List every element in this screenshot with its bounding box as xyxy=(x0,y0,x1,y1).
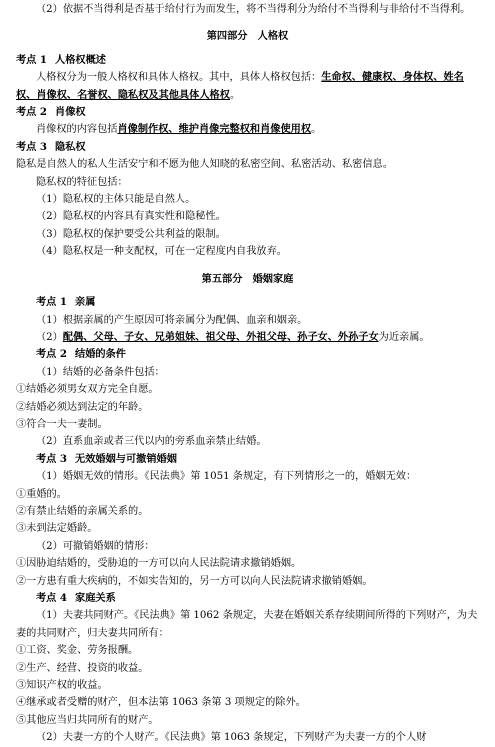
section-title: 肖像权 xyxy=(55,106,86,119)
section-title: 人格权概述 xyxy=(55,53,106,66)
list-item: ①重婚的。 xyxy=(16,488,67,500)
list-item: ③知识产权的收益。 xyxy=(16,680,108,692)
list-item: （1）夫妻共同财产。《民法典》第 1062 条规定，夫妻在婚姻关系存续期间所得的下列财产，为夫妻的共同财产，归夫妻共同所有： xyxy=(16,610,478,639)
section-title: 无效婚姻与可撤销婚姻 xyxy=(75,452,177,465)
list-item: ②有禁止结婚的亲属关系的。 xyxy=(16,505,149,517)
portrait-right-paragraph xyxy=(16,121,479,138)
list-item: （4）隐私权是一种支配权，可在一定程度内自我放弃。 xyxy=(36,246,287,258)
section-number: 考点 2 xyxy=(16,106,48,119)
underlined-text: 肖像制作权、维护肖像完整权和肖像使用权 xyxy=(117,123,312,136)
underlined-text: 配偶、父母、子女、兄弟姐妹、祖父母、外祖父母、孙子女、外孙子女 xyxy=(62,330,379,343)
list-item: ①结婚必须男女双方完全自愿。 xyxy=(16,384,159,396)
list-item: ③未到法定婚龄。 xyxy=(16,523,98,535)
list-item: ②结婚必须达到法定的年龄。 xyxy=(16,401,149,413)
list-item: ②生产、经营、投资的收益。 xyxy=(16,662,149,674)
section-number: 考点 2 xyxy=(36,348,68,361)
unjust-enrichment-paragraph: （2）依据不当得利是否基于给付行为而发生，将不当得利分为给付不当得利与非给付不当得利。 xyxy=(36,4,471,15)
list-item: （3）隐私权的保护要受公共利益的限制。 xyxy=(36,228,226,240)
text-span: 。 xyxy=(229,89,241,101)
list-item: （2）夫妻一方的个人财产。《民法典》第 1063 条规定，下列财产为夫妻一方的个人财 xyxy=(36,732,427,744)
list-item: （1）隐私权的主体只能是自然人。 xyxy=(36,194,196,206)
section-heading-privacy-right xyxy=(16,139,479,156)
list-item: ②一方患有重大疾病的，不如实告知的，另一方可以向人民法院请求撤销婚姻。 xyxy=(16,575,373,587)
section-number: 考点 3 xyxy=(16,140,48,153)
text-span: 为近亲属。 xyxy=(378,331,430,343)
part-five-heading: 第五部分 婚姻家庭 xyxy=(201,272,294,285)
list-item: （1）结婚的必备条件包括： xyxy=(36,366,165,378)
part-four-heading: 第四部分 人格权 xyxy=(206,30,289,43)
section-heading-portrait-right xyxy=(16,104,479,121)
personality-rights-paragraph xyxy=(16,69,479,104)
list-item: （2）隐私权的内容具有真实性和隐秘性。 xyxy=(36,211,226,223)
list-item: （2）可撤销婚姻的情形： xyxy=(36,540,155,552)
text-span: 人格权分为一般人格权和具体人格权。其中，具体人格权包括： xyxy=(36,72,322,84)
privacy-features-intro: 隐私权的特征包括： xyxy=(36,176,128,188)
text-span: 。 xyxy=(311,124,322,136)
list-item: ①工资、奖金、劳务报酬。 xyxy=(16,645,139,657)
list-item: ④继承或者受赠的财产，但本法第 1063 条第 3 项规定的除外。 xyxy=(16,697,306,709)
text-span: （2） xyxy=(36,331,63,343)
underlined-text: 生命权、健康权、身体权、姓名权、肖像权、名誉权、隐私权及其他具体人格权 xyxy=(16,71,464,101)
section-number: 考点 3 xyxy=(36,452,68,465)
section-title: 亲属 xyxy=(75,296,96,309)
section-number: 考点 4 xyxy=(36,592,68,604)
list-item: （1）根据亲属的产生原因可将亲属分为配偶、血亲和姻亲。 xyxy=(36,314,308,326)
text-span: 肖像权的内容包括 xyxy=(36,124,118,136)
section-number: 考点 1 xyxy=(36,296,68,309)
section-heading-void-marriage xyxy=(36,451,479,468)
section-heading-family-relations xyxy=(36,590,479,607)
list-item: ⑤其他应当归共同所有的财产。 xyxy=(16,714,159,726)
list-item: （1）婚姻无效的情形。《民法典》第 1051 条规定，有下列情形之一的，婚姻无效： xyxy=(36,471,417,483)
privacy-definition: 隐私是自然人的私人生活安宁和不愿为他人知晓的私密空间、私密活动、私密信息。 xyxy=(16,159,393,171)
section-heading-marriage-conditions xyxy=(36,346,479,363)
section-title: 结婚的条件 xyxy=(75,348,126,361)
list-item: ①因胁迫结婚的，受胁迫的一方可以向人民法院请求撤销婚姻。 xyxy=(16,558,302,570)
section-heading-relatives xyxy=(36,294,479,311)
list-item xyxy=(16,329,479,346)
list-item: ③符合一夫一妻制。 xyxy=(16,418,108,430)
list-item: （2）直系血亲或者三代以内的旁系血亲禁止结婚。 xyxy=(36,436,267,448)
section-title: 隐私权 xyxy=(55,140,86,153)
section-title: 家庭关系 xyxy=(75,592,116,604)
section-number: 考点 1 xyxy=(16,53,48,66)
section-heading-personality-overview xyxy=(16,52,479,69)
